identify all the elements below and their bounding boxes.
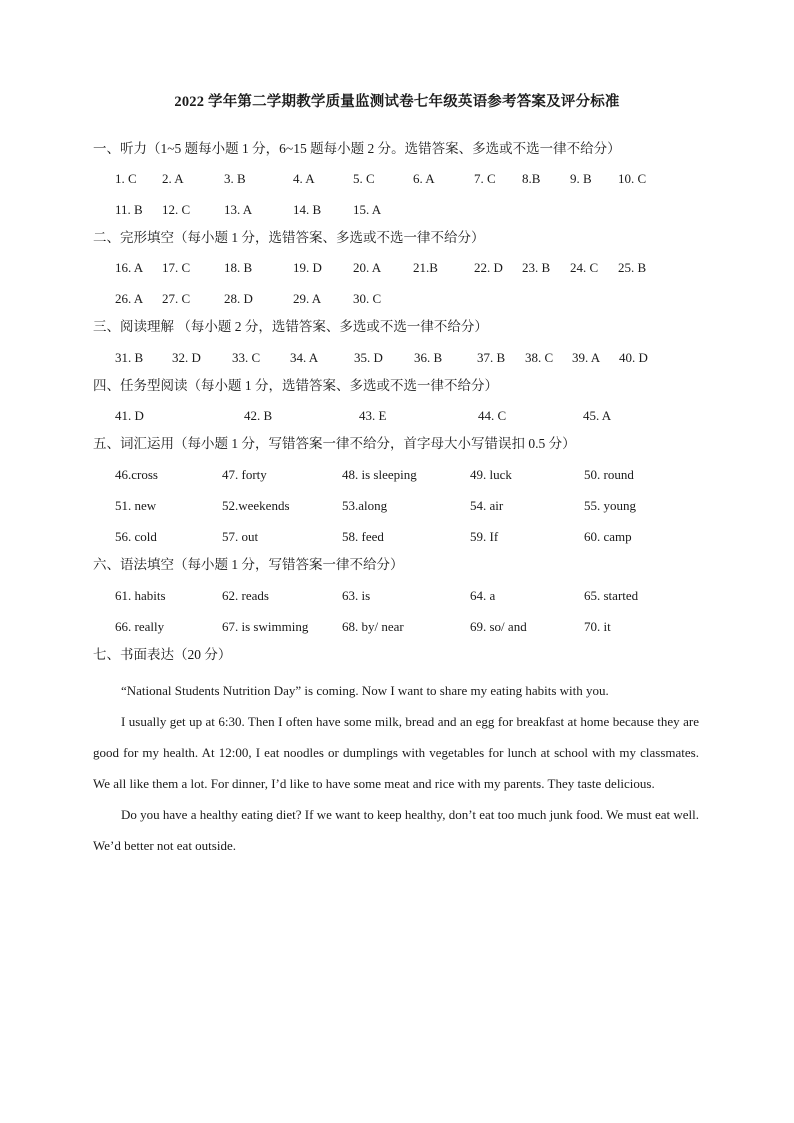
answer-item: 68. by/ near	[342, 619, 404, 634]
answer-item: 56. cold	[115, 529, 157, 544]
section-heading-cloze: 二、完形填空（每小题 1 分，选错答案、多选或不选一律不给分）	[93, 230, 485, 245]
answer-item: 60. camp	[584, 529, 632, 544]
answer-item: 65. started	[584, 588, 639, 603]
answer-item: 23. B	[522, 260, 551, 275]
answer-item: 9. B	[570, 171, 592, 186]
answer-item: 45. A	[583, 408, 612, 423]
answer-item: 3. B	[224, 171, 246, 186]
answer-item: 29. A	[293, 291, 322, 306]
answer-item: 50. round	[584, 467, 634, 482]
answer-item: 17. C	[162, 260, 191, 275]
section-heading-task-reading: 四、任务型阅读（每小题 1 分，选错答案、多选或不选一律不给分）	[93, 378, 498, 393]
answer-item: 35. D	[354, 350, 383, 365]
section-heading-listening: 一、听力（1~5 题每小题 1 分，6~15 题每小题 2 分。选错答案、多选或不选一律不给分）	[93, 141, 621, 156]
answer-item: 53.along	[342, 498, 388, 513]
section-heading-reading: 三、阅读理解 （每小题 2 分，选错答案、多选或不选一律不给分）	[93, 319, 488, 334]
answer-item: 1. C	[115, 171, 137, 186]
document-title: 2022 学年第二学期教学质量监测试卷七年级英语参考答案及评分标准	[174, 94, 620, 110]
essay-paragraph: Do you have a healthy eating diet? If we want to keep healthy, don’t eat too much junk food. We must eat well. We’d better not eat outside.	[93, 807, 699, 853]
answer-row	[0, 529, 794, 547]
answer-item: 19. D	[293, 260, 322, 275]
answer-item: 22. D	[474, 260, 503, 275]
answer-item: 4. A	[293, 171, 315, 186]
answer-row	[0, 467, 794, 485]
answer-row	[0, 260, 794, 278]
answer-item: 66. really	[115, 619, 165, 634]
answer-item: 26. A	[115, 291, 144, 306]
answer-item: 40. D	[619, 350, 648, 365]
answer-item: 27. C	[162, 291, 191, 306]
essay-paragraph: I usually get up at 6:30. Then I often have some milk, bread and an egg for breakfast at home because they are good for my health. At 12:00, I eat noodles or dumplings with vegetables for lunch at school with my classmates. We all like them a lot. For dinner, I’d like to have some meat and rice with my parents. They taste delicious.	[93, 714, 699, 791]
answer-item: 12. C	[162, 202, 191, 217]
answer-item: 16. A	[115, 260, 144, 275]
answer-item: 64. a	[470, 588, 496, 603]
answer-row	[0, 171, 794, 189]
answer-item: 38. C	[525, 350, 554, 365]
answer-item: 46.cross	[115, 467, 158, 482]
answer-item: 41. D	[115, 408, 144, 423]
answer-item: 61. habits	[115, 588, 166, 603]
answer-row	[0, 202, 794, 220]
answer-item: 44. C	[478, 408, 507, 423]
answer-item: 54. air	[470, 498, 504, 513]
answer-item: 2. A	[162, 171, 184, 186]
answer-item: 43. E	[359, 408, 387, 423]
answer-item: 25. B	[618, 260, 647, 275]
answer-item: 11. B	[115, 202, 143, 217]
essay-paragraph: “National Students Nutrition Day” is coming. Now I want to share my eating habits with you.	[121, 683, 609, 698]
answer-row	[0, 350, 794, 368]
answer-item: 58. feed	[342, 529, 384, 544]
answer-row	[0, 588, 794, 606]
answer-row	[0, 619, 794, 637]
answer-item: 10. C	[618, 171, 647, 186]
answer-item: 67. is swimming	[222, 619, 309, 634]
answer-item: 28. D	[224, 291, 253, 306]
model-essay	[93, 675, 699, 861]
answer-item: 7. C	[474, 171, 496, 186]
answer-item: 37. B	[477, 350, 506, 365]
answer-item: 20. A	[353, 260, 382, 275]
answer-item: 39. A	[572, 350, 601, 365]
answer-item: 57. out	[222, 529, 259, 544]
answer-item: 49. luck	[470, 467, 512, 482]
answer-item: 34. A	[290, 350, 319, 365]
answer-item: 52.weekends	[222, 498, 290, 513]
answer-item: 42. B	[244, 408, 273, 423]
answer-item: 51. new	[115, 498, 157, 513]
answer-item: 15. A	[353, 202, 382, 217]
answer-item: 48. is sleeping	[342, 467, 417, 482]
answer-item: 13. A	[224, 202, 253, 217]
answer-row	[0, 498, 794, 516]
answer-item: 47. forty	[222, 467, 267, 482]
answer-item: 55. young	[584, 498, 636, 513]
answer-item: 69. so/ and	[470, 619, 527, 634]
answer-item: 33. C	[232, 350, 261, 365]
answer-item: 6. A	[413, 171, 435, 186]
section-heading-writing: 七、书面表达（20 分）	[93, 647, 232, 662]
section-heading-vocabulary: 五、词汇运用（每小题 1 分，写错答案一律不给分，首字母大小写错误扣 0.5 分）	[93, 436, 576, 451]
answer-item: 18. B	[224, 260, 253, 275]
answer-item: 32. D	[172, 350, 201, 365]
answer-item: 62. reads	[222, 588, 269, 603]
answer-row	[0, 291, 794, 309]
answer-item: 30. C	[353, 291, 382, 306]
answer-item: 21.B	[413, 260, 438, 275]
answer-item: 14. B	[293, 202, 322, 217]
section-heading-grammar: 六、语法填空（每小题 1 分，写错答案一律不给分）	[93, 557, 404, 572]
answer-item: 24. C	[570, 260, 599, 275]
answer-item: 31. B	[115, 350, 144, 365]
answer-item: 63. is	[342, 588, 371, 603]
answer-row	[0, 408, 794, 426]
answer-item: 70. it	[584, 619, 611, 634]
answer-item: 59. If	[470, 529, 499, 544]
answer-item: 8.B	[522, 171, 541, 186]
answer-item: 5. C	[353, 171, 375, 186]
answer-item: 36. B	[414, 350, 443, 365]
